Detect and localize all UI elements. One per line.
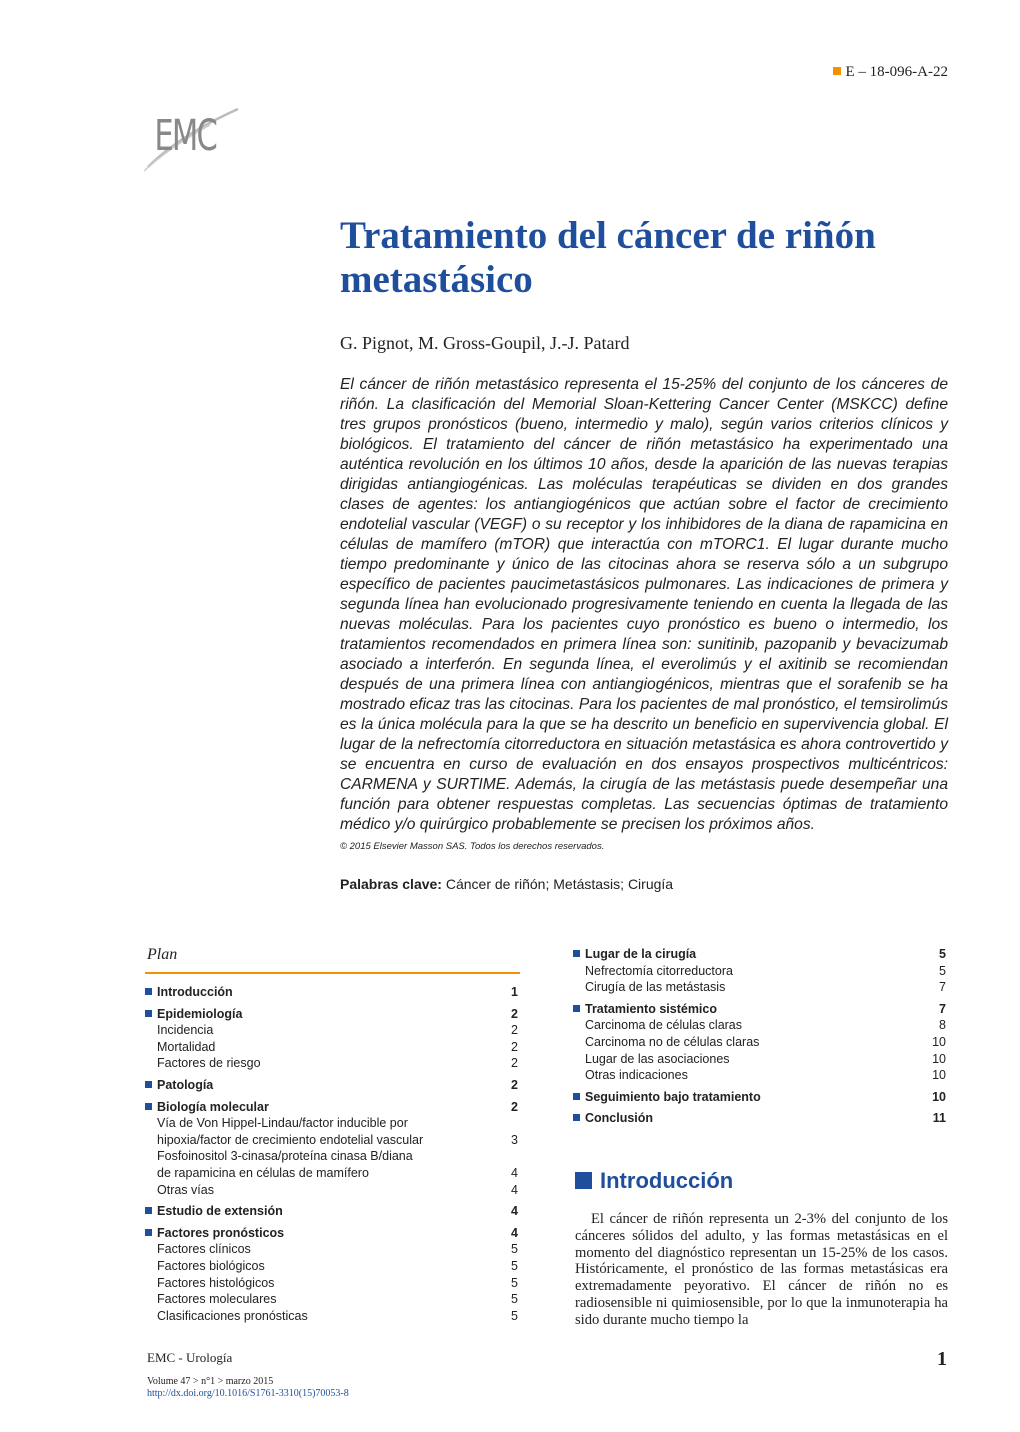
toc-label: Vía de Von Hippel-Lindau/factor inducible por — [157, 1116, 408, 1131]
toc-label: Lugar de las asociaciones — [585, 1051, 730, 1066]
toc-label: Cirugía de las metástasis — [585, 980, 726, 995]
toc-subsection[interactable] — [573, 1067, 948, 1083]
toc-label: Patología — [157, 1078, 214, 1092]
toc-subsection[interactable] — [145, 1275, 520, 1291]
toc-label: Conclusión — [585, 1111, 654, 1126]
toc-page: 10 — [932, 1051, 946, 1066]
toc-label: Factores moleculares — [157, 1292, 277, 1307]
toc-page: 1 — [511, 985, 518, 999]
toc-section[interactable] — [573, 946, 948, 962]
toc-subsection[interactable] — [145, 1148, 520, 1164]
toc-page: 5 — [511, 1292, 518, 1307]
toc-subsection[interactable] — [145, 1055, 520, 1071]
toc-page: 10 — [932, 1068, 946, 1083]
toc-label: hipoxia/factor de crecimiento endotelial vascular — [157, 1132, 424, 1147]
toc-page: 4 — [511, 1166, 518, 1180]
toc-page: 7 — [939, 980, 946, 995]
svg-text:EMC: EMC — [154, 110, 217, 161]
toc-label: Clasificaciones pronósticas — [157, 1308, 308, 1323]
toc-page: 2 — [511, 1039, 518, 1054]
toc-subsection[interactable] — [573, 1051, 948, 1067]
toc-page: 10 — [932, 1089, 946, 1104]
toc-label: Factores clínicos — [157, 1242, 251, 1257]
toc-section[interactable] — [145, 1006, 520, 1022]
toc-page: 4 — [511, 1182, 518, 1197]
toc-page: 5 — [511, 1308, 518, 1323]
toc-page: 10 — [932, 1035, 946, 1049]
doi-link[interactable]: http://dx.doi.org/10.1016/S1761-3310(15)70053-8 — [147, 1388, 349, 1399]
toc-subsection[interactable] — [145, 1258, 520, 1274]
toc-label: Otras indicaciones — [585, 1068, 688, 1083]
toc-label: Factores biológicos — [157, 1259, 265, 1273]
toc-page: 7 — [939, 1001, 946, 1016]
toc-page: 5 — [939, 963, 946, 978]
toc-section[interactable] — [573, 1110, 948, 1126]
toc-label: Factores histológicos — [157, 1275, 275, 1290]
keywords: Palabras clave: Cáncer de riñón; Metástasis; Cirugía — [340, 876, 674, 892]
toc-label: Carcinoma no de células claras — [585, 1035, 760, 1049]
toc-section[interactable] — [145, 1077, 520, 1093]
emc-logo — [140, 95, 250, 175]
toc-subsection[interactable] — [145, 1115, 520, 1131]
toc-page: 5 — [511, 1259, 518, 1273]
toc-label: Introducción — [157, 985, 233, 999]
toc-section[interactable] — [573, 1001, 948, 1017]
toc-label: Estudio de extensión — [157, 1204, 283, 1219]
toc-label: Tratamiento sistémico — [585, 1001, 717, 1016]
toc-label: Factores de riesgo — [157, 1056, 261, 1071]
toc-page: 2 — [511, 1056, 518, 1071]
intro-paragraph: El cáncer de riñón representa un 2-3% del conjunto de los cánceres sólidos del adulto, y las formas metastásicas en el momento del diagnóstico representan un 15-25% de los casos. Históricamente, el pronóstico de las formas metastásicas era extremadamente peyorativo. El cáncer de riñón no es radiosensible ni quimiosensible, por lo que la inmunoterapia ha sido durante mucho tiempo la — [575, 1211, 948, 1328]
toc-subsection[interactable] — [573, 1034, 948, 1050]
toc-subsection[interactable] — [145, 1039, 520, 1055]
toc-label: Fosfoinositol 3-cinasa/proteína cinasa B/diana — [157, 1149, 413, 1164]
toc-page: 4 — [511, 1204, 518, 1219]
toc-page: 2 — [511, 1078, 518, 1092]
toc-page: 5 — [939, 947, 946, 961]
article-code: E – 18-096-A-22 — [833, 64, 948, 81]
toc-label: Biología molecular — [157, 1099, 269, 1114]
journal-name: EMC - Urología — [147, 1350, 233, 1365]
toc-page: 5 — [511, 1242, 518, 1257]
toc-label: Nefrectomía citorreductora — [585, 963, 733, 978]
toc-section[interactable] — [145, 1225, 520, 1241]
copyright: © 2015 Elsevier Masson SAS. Todos los derechos reservados. — [340, 841, 605, 852]
toc-label: Factores pronósticos — [157, 1225, 285, 1240]
toc-page: 2 — [511, 1023, 518, 1038]
toc-label: Carcinoma de células claras — [585, 1018, 743, 1033]
toc-subsection[interactable] — [573, 979, 948, 995]
authors: G. Pignot, M. Gross-Goupil, J.-J. Patard — [340, 333, 630, 353]
toc-section[interactable] — [145, 1203, 520, 1219]
toc-subsection[interactable] — [145, 1241, 520, 1257]
toc-page: 4 — [511, 1225, 518, 1240]
abstract: El cáncer de riñón metastásico representa el 15-25% del conjunto de los cánceres de riñón. La clasificación del Memorial Sloan-Kettering Cancer Center (MSKCC) define tres grupos pronósticos (bueno, intermedio y malo), según varios criterios clínicos y biológicos. El tratamiento del cáncer de riñón metastásico ha experimentado una auténtica revolución en los últimos 10 años, desde la aparición de las nuevas terapias dirigidas antiangiogénicas. Las moléculas terapéuticas se dividen en dos grandes clases de agentes: los antiangiogénicos que actúan sobre el factor de crecimiento endotelial vascular (VEGF) o su receptor y los inhibidores de la diana de rapamicina en células de mamífero (mTOR) que interactúa con mTORC1. El lugar durante mucho tiempo predominante y único de las citocinas ahora se reserva sólo a un subgrupo específico de pacientes paucimetastásicos pulmonares. Las indicaciones de primera y segunda línea han evolucionado progresivamente teniendo en cuenta la llegada de las nuevas moléculas. Para los pacientes cuyo pronóstico es bueno o intermedio, los tratamientos recomendados en primera línea son: sunitinib, pazopanib y bevacizumab asociado a interferón. En segunda línea, el everolimús y el axitinib se recomiendan después de una primera línea con antiangiogénicos, mientras que el sorafenib se ha mostrado eficaz tras las citocinas. Para los pacientes de mal pronóstico, el temsirolimús es la única molécula para la que se ha descrito un beneficio en supervivencia global. El lugar de la nefrectomía citorreductora en situación metastásica es ahora controvertido y se encuentra en curso de evaluación en dos ensayos prospectivos multicéntricos: CARMENA y SURTIME. Además, la cirugía de las metástasis puede desempeñar una función para obtener respuestas completas. Las secuencias óptimas de tratamiento médico y/o quirúrgico probablemente se precisen los próximos años. — [340, 376, 948, 833]
toc-subsection[interactable] — [145, 1308, 520, 1324]
toc-label: Lugar de la cirugía — [585, 947, 697, 961]
toc-section[interactable] — [573, 1089, 948, 1105]
toc-page: 2 — [511, 1099, 518, 1114]
toc-subsection[interactable] — [573, 1017, 948, 1033]
blue-square-icon — [575, 1172, 592, 1189]
toc-page: 11 — [932, 1111, 946, 1126]
page-number: 1 — [937, 1348, 947, 1370]
section-heading-introduccion: Introducción — [575, 1168, 733, 1194]
toc-subsection[interactable] — [145, 1132, 520, 1148]
toc-label: Mortalidad — [157, 1039, 216, 1054]
toc-label: de rapamicina en células de mamífero — [157, 1166, 369, 1180]
toc-subsection[interactable] — [145, 1182, 520, 1198]
toc-page: 5 — [511, 1275, 518, 1290]
toc-section[interactable] — [145, 1099, 520, 1115]
toc-section[interactable] — [145, 984, 520, 1000]
toc-subsection[interactable] — [145, 1165, 520, 1181]
volume-info: Volume 47 > n°1 > marzo 2015 — [147, 1376, 274, 1387]
orange-square-icon — [833, 67, 841, 75]
toc-page: 8 — [939, 1018, 946, 1033]
toc-page: 2 — [511, 1006, 518, 1021]
toc-page: 3 — [511, 1132, 518, 1147]
toc-label: Epidemiología — [157, 1006, 243, 1021]
toc-subsection[interactable] — [145, 1291, 520, 1307]
toc-label: Incidencia — [157, 1023, 214, 1038]
toc-label: Seguimiento bajo tratamiento — [585, 1089, 761, 1104]
plan-divider — [145, 972, 520, 974]
toc-subsection[interactable] — [573, 963, 948, 979]
article-title: Tratamiento del cáncer de riñón metastásico — [340, 214, 876, 301]
toc-label: Otras vías — [157, 1182, 214, 1197]
toc-subsection[interactable] — [145, 1022, 520, 1038]
plan-heading: Plan — [147, 946, 178, 963]
